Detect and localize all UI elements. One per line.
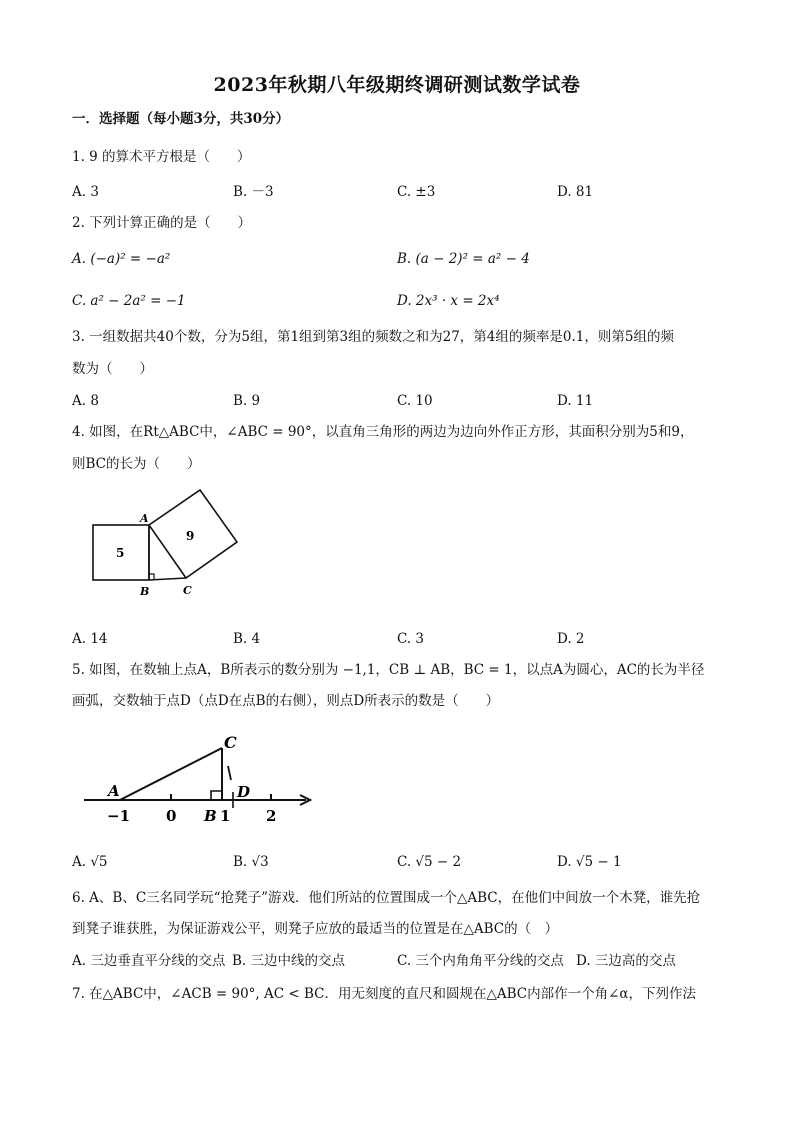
section-heading: 一．选择题（每小题3分，共30分）	[72, 111, 290, 127]
q6-option-d[interactable]: D. 三边高的交点	[576, 953, 676, 969]
q4-option-a[interactable]: A. 14	[72, 631, 108, 647]
q5-label-b: B	[204, 807, 217, 825]
question-3-stem-line2: 数为（ ）	[72, 361, 153, 377]
q2-option-c[interactable]: C. a² − 2a² = −1	[72, 293, 186, 309]
q5-label-a: A	[108, 782, 120, 800]
page-title: 2023年秋期八年级期终调研测试数学试卷	[213, 74, 581, 96]
q4-option-d[interactable]: D. 2	[557, 631, 585, 647]
q4-option-c[interactable]: C. 3	[397, 631, 425, 647]
q3-option-a[interactable]: A. 8	[72, 393, 99, 409]
q2-option-b[interactable]: B. (a − 2)² = a² − 4	[397, 251, 530, 267]
q5-option-d[interactable]: D. √5 − 1	[557, 854, 622, 870]
q5-tick-1: 1	[220, 807, 231, 825]
question-3-stem-line1: 3. 一组数据共40个数，分为5组，第1组到第3组的频数之和为27，第4组的频率是0.1，则第5组的频	[72, 329, 674, 345]
q5-option-a[interactable]: A. √5	[72, 854, 108, 870]
q1-option-a[interactable]: A. 3	[72, 184, 99, 200]
q6-option-c[interactable]: C. 三个内角角平分线的交点	[397, 953, 564, 969]
q5-tick-neg1: −1	[107, 807, 131, 825]
q4-label-c: C	[183, 584, 192, 597]
q5-label-c: C	[224, 733, 237, 752]
q2-option-a[interactable]: A. (−a)² = −a²	[72, 251, 171, 267]
question-5-stem-line2: 画弧，交数轴于点D（点D在点B的右侧），则点D所表示的数是（ ）	[72, 693, 500, 709]
q5-arc	[228, 766, 231, 780]
q4-label-b: B	[140, 585, 150, 598]
question-4-stem-line2: 则BC的长为（ ）	[72, 456, 201, 472]
q4-figure	[82, 482, 252, 604]
question-1-stem: 1. 9 的算术平方根是（ ）	[72, 149, 251, 165]
q1-option-b[interactable]: B. －3	[233, 184, 274, 200]
q3-option-c[interactable]: C. 10	[397, 393, 433, 409]
question-6-stem-line2: 到凳子谁获胜，为保证游戏公平，则凳子应放的最适当的位置是在△ABC的（ ）	[72, 921, 559, 937]
q3-option-d[interactable]: D. 11	[557, 393, 594, 409]
q4-option-b[interactable]: B. 4	[233, 631, 261, 647]
q5-segment-ac	[120, 748, 222, 800]
question-4-stem-line1: 4. 如图，在Rt△ABC中，∠ABC = 90°，以直角三角形的两边为边向外作正方形，其面积分别为5和9，	[72, 424, 694, 440]
q5-figure	[78, 728, 318, 828]
q2-option-d[interactable]: D. 2x³ · x = 2x⁴	[397, 293, 500, 309]
question-5-stem-line1: 5. 如图，在数轴上点A，B所表示的数分别为 −1,1，CB ⊥ AB，BC = 1，以点A为圆心，AC的长为半径	[72, 662, 705, 678]
q4-label-a: A	[140, 512, 149, 525]
question-2-stem: 2. 下列计算正确的是（ ）	[72, 215, 252, 231]
q5-tick-2: 2	[266, 807, 277, 825]
q5-tick-0: 0	[166, 807, 177, 825]
q4-label-5: 5	[116, 546, 125, 560]
q1-option-d[interactable]: D. 81	[557, 184, 594, 200]
question-6-stem-line1: 6. A、B、C三名同学玩“抢凳子”游戏．他们所站的位置围成一个△ABC，在他们中间放一个木凳，谁先抢	[72, 890, 701, 906]
q1-option-c[interactable]: C. ±3	[397, 184, 436, 200]
q6-option-b[interactable]: B. 三边中线的交点	[232, 953, 346, 969]
q3-option-b[interactable]: B. 9	[233, 393, 261, 409]
question-7-stem-line1: 7. 在△ABC中，∠ACB = 90°, AC < BC．用无刻度的直尺和圆规在△ABC内部作一个角∠α，下列作法	[72, 986, 697, 1002]
q5-option-c[interactable]: C. √5 − 2	[397, 854, 462, 870]
q6-option-a[interactable]: A. 三边垂直平分线的交点	[72, 953, 226, 969]
q5-option-b[interactable]: B. √3	[233, 854, 269, 870]
q4-label-9: 9	[186, 529, 195, 543]
q5-label-d: D	[237, 783, 251, 801]
